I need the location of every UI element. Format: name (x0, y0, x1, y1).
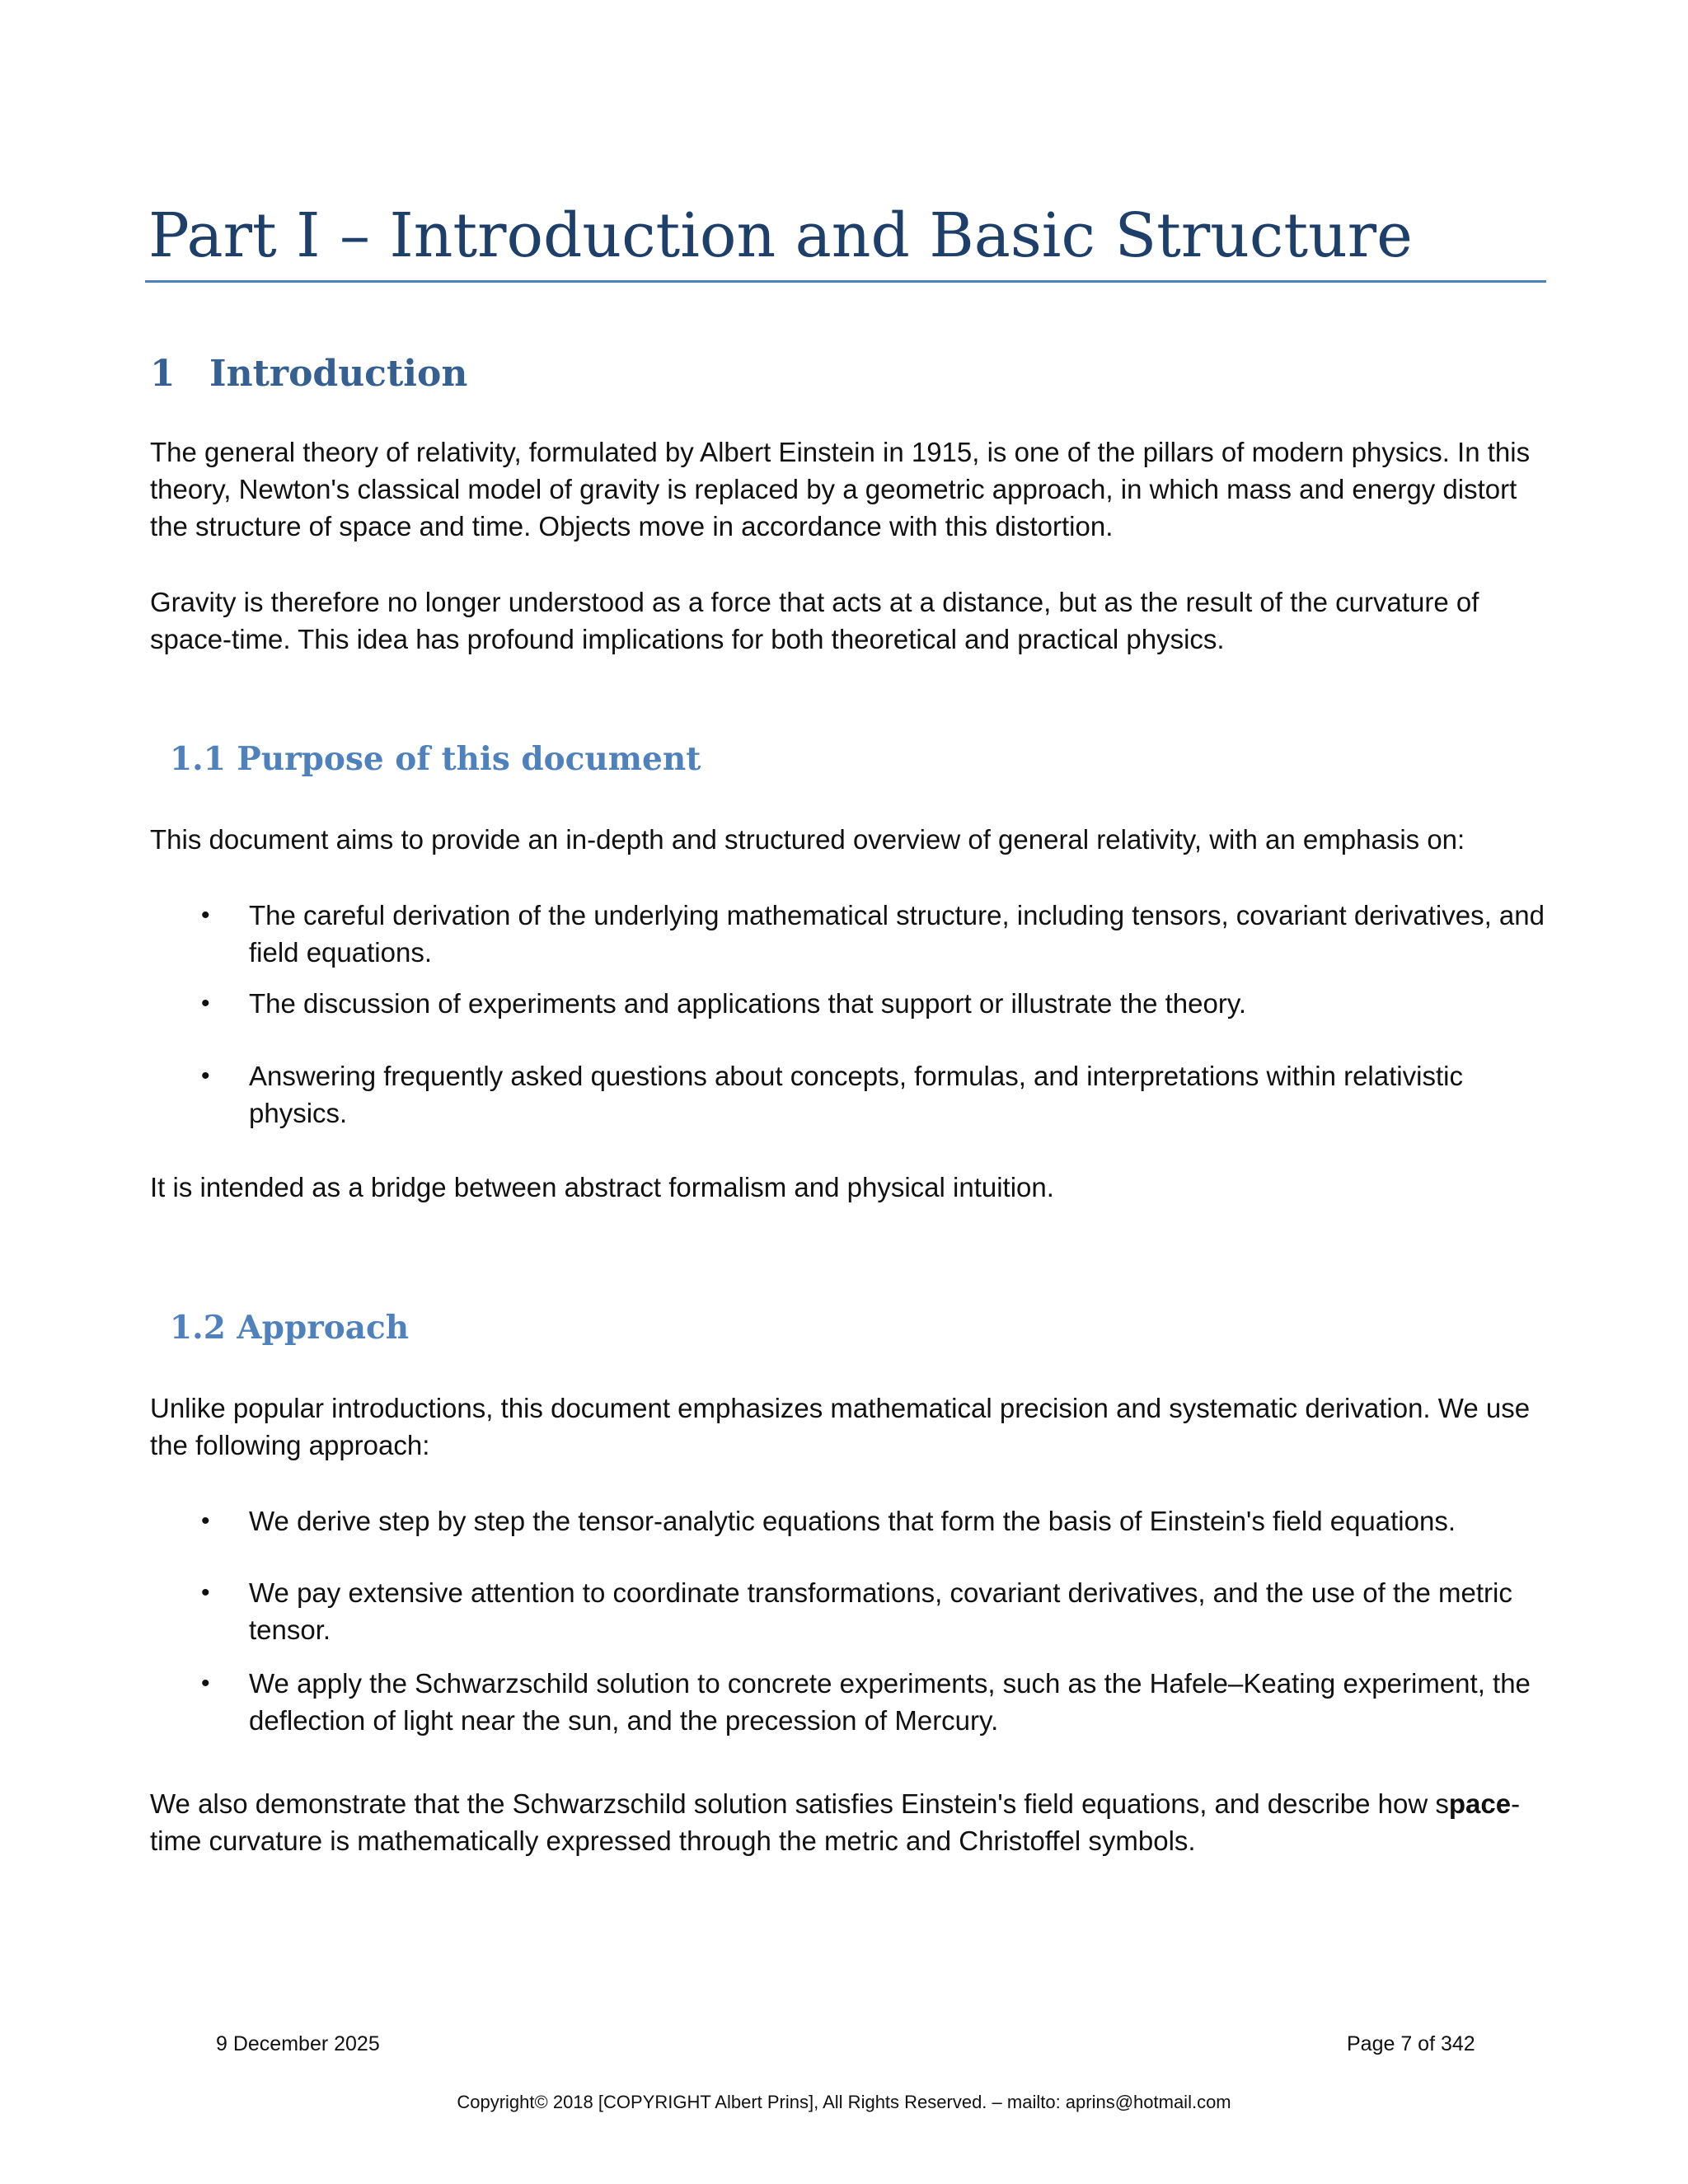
section-1-heading (150, 349, 467, 399)
bullet-icon: • (201, 902, 210, 929)
section-1-title: Introduction (209, 353, 468, 395)
list-item-text: Answering frequently asked questions about concepts, formulas, and interpretations within relativistic physics. (249, 1061, 1463, 1128)
approach-closing-bold: pace (1448, 1788, 1512, 1819)
intro-paragraph-1: The general theory of relativity, formulated by Albert Einstein in 1915, is one of the pillars of modern physics. In this theory, Newton's classical model of gravity is replaced by a geometric approach, in which mass and energy distort the structure of space and time. Objects move in accordance with this distortion. (150, 437, 1531, 541)
bullet-icon: • (201, 990, 210, 1017)
list-item-text: The careful derivation of the underlying mathematical structure, including tensors, covariant derivatives, and field equations. (249, 900, 1545, 968)
approach-closing-text-start: We also demonstrate that the Schwarzschild solution satisfies Einstein's field equations, and describe how s (150, 1788, 1449, 1819)
title-underline (145, 280, 1546, 283)
footer-copyright: Copyright© 2018 [COPYRIGHT Albert Prins], All Rights Reserved. – mailto: aprins@hotmail.com (457, 2092, 1231, 2112)
list-item-text: We apply the Schwarzschild solution to concrete experiments, such as the Hafele–Keating experiment, the deflection of light near the sun, and the precession of Mercury. (249, 1668, 1531, 1736)
list-item-text: We derive step by step the tensor-analytic equations that form the basis of Einstein's field equations. (249, 1506, 1456, 1536)
list-item (150, 985, 1551, 1022)
approach-closing-text-end: -time curvature is mathematically expressed through the metric and Christoffel symbols. (150, 1788, 1521, 1856)
footer-date: 9 December 2025 (216, 2032, 380, 2055)
list-item (150, 1574, 1551, 1648)
list-item (150, 897, 1551, 971)
list-item-text: We pay extensive attention to coordinate transformations, covariant derivatives, and the use of the metric tensor. (249, 1577, 1512, 1645)
purpose-closing: It is intended as a bridge between abstract formalism and physical intuition. (150, 1172, 1054, 1202)
bullet-icon: • (201, 1062, 210, 1090)
section-1-2-heading: 1.2 Approach (170, 1309, 410, 1347)
purpose-bullet-list (150, 897, 1551, 1132)
section-1-number: 1 (150, 353, 176, 395)
bullet-icon: • (201, 1579, 210, 1606)
list-item-text: The discussion of experiments and applications that support or illustrate the theory. (249, 988, 1247, 1019)
approach-intro: Unlike popular introductions, this document emphasizes mathematical precision and systematic derivation. We use the following approach: (150, 1393, 1531, 1460)
bullet-icon: • (201, 1507, 210, 1535)
list-item (150, 1665, 1551, 1739)
section-1-1-heading: 1.1 Purpose of this document (170, 740, 701, 778)
intro-paragraph-2: Gravity is therefore no longer understood as a force that acts at a distance, but as the result of the curvature of space-time. This idea has profound implications for both theoretical and practical physics. (150, 587, 1479, 654)
footer-page-number: Page 7 of 342 (1347, 2032, 1475, 2055)
approach-bullet-list (150, 1502, 1551, 1739)
bullet-icon: • (201, 1670, 210, 1697)
list-item (150, 1057, 1551, 1132)
list-item (150, 1502, 1551, 1540)
part-title: Part I – Introduction and Basic Structure (148, 200, 1413, 271)
purpose-intro: This document aims to provide an in-depth and structured overview of general relativity, with an emphasis on: (150, 824, 1465, 855)
approach-closing (150, 1785, 1551, 1859)
